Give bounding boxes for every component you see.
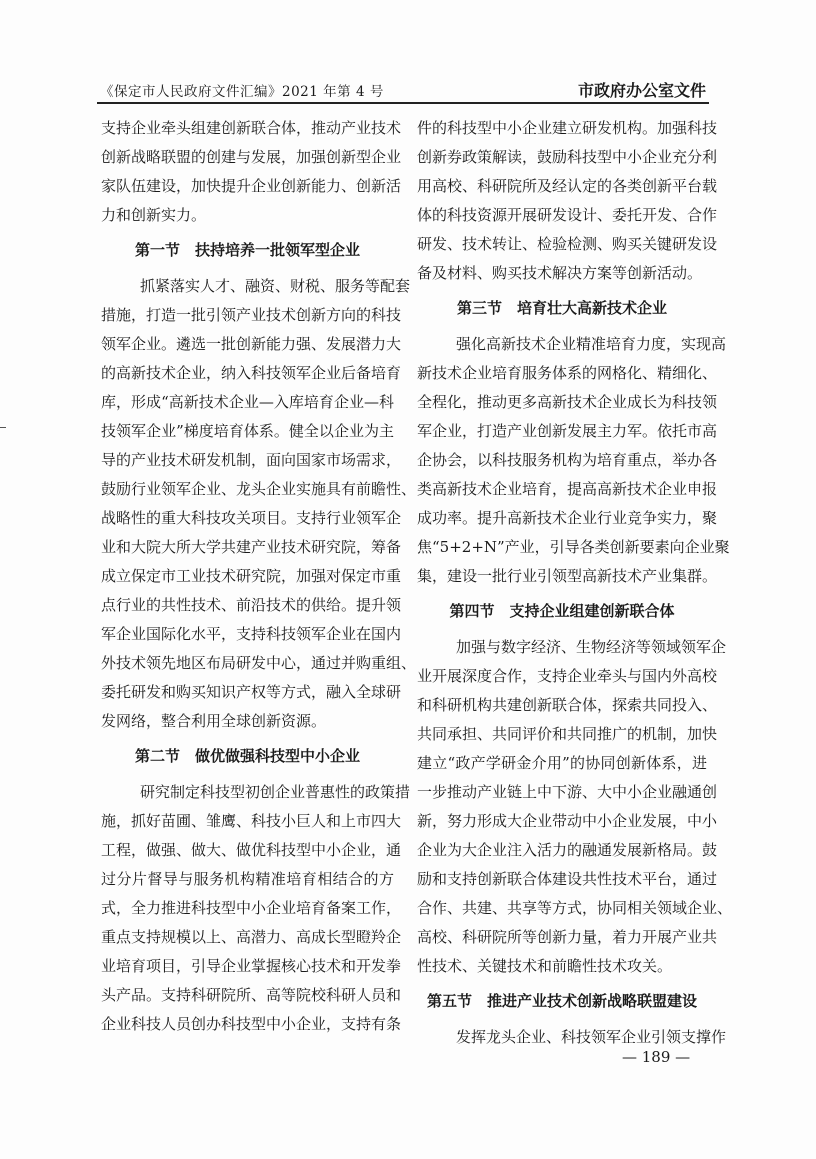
text-line: 成立保定市工业技术研究院，加强对保定市重: [101, 567, 402, 585]
text-line: 企协会，以科技服务机构为培育重点，举办各: [417, 451, 718, 469]
paragraph: [101, 272, 417, 736]
text-line: 抓紧落实人才、融资、财税、服务等配套: [140, 277, 411, 295]
text-line: 创新券政策解读，鼓励科技型中小企业充分利: [417, 148, 718, 166]
text-line: 重点支持规模以上、高潜力、高成长型瞪羚企: [101, 928, 402, 946]
text-line: 施，抓好苗圃、雏鹰、科技小巨人和上市四大: [101, 812, 402, 830]
text-line: 业开展深度合作，支持企业牵头与国内外高校: [417, 667, 718, 685]
text-line: 发挥龙头企业、科技领军企业引领支撑作: [456, 1028, 727, 1046]
text-line: 力和创新实力。: [101, 206, 207, 224]
text-line: 和科研机构共建创新联合体，探索共同投入、: [417, 696, 718, 714]
text-line: 家队伍建设，加快提升企业创新能力、创新活: [101, 177, 402, 195]
header-rule: [97, 102, 709, 104]
text-line: 性技术、关键技术和前瞻性技术攻关。: [417, 957, 673, 975]
header-publication-title: 《保定市人民政府文件汇编》2021 年第 4 号: [100, 84, 384, 100]
text-line: 件的科技型中小企业建立研发机构。加强科技: [417, 119, 718, 137]
page-number: — 189 —: [622, 1048, 691, 1066]
text-line: 鼓励行业领军企业、龙头企业实施具有前瞻性、: [101, 480, 417, 498]
section-heading: 第二节 做优做强科技型中小企业: [134, 747, 360, 765]
text-line: 新，努力形成大企业带动中小企业发展，中小: [417, 812, 718, 830]
text-line: 研究制定科技型初创企业普惠性的政策措: [140, 783, 411, 801]
text-line: 支持企业牵头组建创新联合体，推动产业技术: [101, 119, 402, 137]
text-line: 成功率。提升高新技术企业行业竞争实力，聚: [417, 509, 718, 527]
text-line: 业培育项目，引导企业掌握核心技术和开发拳: [101, 957, 402, 975]
text-line: 发网络，整合利用全球创新资源。: [101, 712, 327, 730]
text-line: 委托研发和购买知识产权等方式，融入全球研: [101, 683, 402, 701]
right-column: [417, 114, 733, 1052]
text-line: 强化高新技术企业精准培育力度，实现高: [456, 335, 727, 353]
text-line: 库，形成“高新技术企业—入库培育企业—科: [101, 393, 394, 411]
paragraph: [417, 330, 730, 591]
text-line: 研发、技术转让、检验检测、购买关键研发设: [417, 235, 718, 253]
paragraph: [417, 114, 718, 288]
text-line: 领军企业。遴选一批创新能力强、发展潜力大: [101, 335, 402, 353]
text-line: 新技术企业培育服务体系的网格化、精细化、: [417, 364, 718, 382]
header-section-label: 市政府办公室文件: [577, 81, 706, 100]
text-line: 用高校、科研院所及经认定的各类创新平台载: [417, 177, 718, 195]
paragraph: [101, 114, 402, 230]
text-line: 企业为大企业注入活力的融通发展新格局。鼓: [417, 841, 718, 859]
text-line: 军企业，打造产业创新发展主力军。依托市高: [417, 422, 718, 440]
text-line: 体的科技资源开展研发设计、委托开发、合作: [417, 206, 718, 224]
text-line: 合作、共建、共享等方式，协同相关领域企业、: [417, 899, 733, 917]
text-line: 点行业的共性技术、前沿技术的供给。提升领: [101, 596, 402, 614]
text-line: 建立“政产学研金介用”的协同创新体系，进: [417, 754, 707, 772]
text-line: 头产品。支持科研院所、高等院校科研人员和: [101, 986, 402, 1004]
section-heading: 第三节 培育壮大高新技术企业: [456, 299, 667, 317]
paragraph: [417, 633, 733, 981]
text-line: 工程，做强、做大、做优科技型中小企业，通: [101, 841, 402, 859]
margin-mark: [0, 427, 6, 428]
text-line: 的高新技术企业，纳入科技领军企业后备培育: [101, 364, 402, 382]
text-line: 技领军企业”梯度培育体系。健全以企业为主: [101, 422, 394, 440]
section-heading: 第五节 推进产业技术创新战略联盟建设: [426, 992, 697, 1010]
text-line: 外技术领先地区布局研发中心，通过并购重组、: [101, 654, 417, 672]
section-heading: 第四节 支持企业组建创新联合体: [449, 602, 675, 620]
text-line: 式，全力推进科技型中小企业培育备案工作，: [101, 899, 402, 917]
text-line: 全程化，推动更多高新技术企业成长为科技领: [417, 393, 718, 411]
text-line: 焦“5+2+N”产业，引导各类创新要素向企业聚: [417, 538, 730, 556]
text-line: 过分片督导与服务机构精准培育相结合的方: [101, 870, 394, 888]
text-line: 类高新技术企业培育，提高高新技术企业申报: [417, 480, 718, 498]
text-line: 措施，打造一批引领产业技术创新方向的科技: [101, 306, 402, 324]
text-line: 企业科技人员创办科技型中小企业，支持有条: [101, 1015, 402, 1033]
text-line: 一步推动产业链上中下游、大中小企业融通创: [417, 783, 718, 801]
text-line: 加强与数字经济、生物经济等领域领军企: [456, 638, 727, 656]
text-line: 创新战略联盟的创建与发展，加强创新型企业: [101, 148, 402, 166]
paragraph: [101, 778, 411, 1039]
text-line: 励和支持创新联合体建设共性技术平台，通过: [417, 870, 718, 888]
text-line: 备及材料、购买技术解决方案等创新活动。: [417, 264, 703, 282]
text-line: 共同承担、共同评价和共同推广的机制，加快: [417, 725, 718, 743]
text-line: 军企业国际化水平，支持科技领军企业在国内: [101, 625, 402, 643]
text-line: 战略性的重大科技攻关项目。支持行业领军企: [101, 509, 402, 527]
text-line: 业和大院大所大学共建产业技术研究院，筹备: [101, 538, 402, 556]
text-line: 高校、科研院所等创新力量，着力开展产业共: [417, 928, 718, 946]
left-column: [101, 114, 417, 1039]
text-line: 导的产业技术研发机制，面向国家市场需求，: [101, 451, 402, 469]
section-heading: 第一节 扶持培养一批领军型企业: [134, 241, 360, 259]
text-line: 集，建设一批行业引领型高新技术产业集群。: [417, 567, 718, 585]
